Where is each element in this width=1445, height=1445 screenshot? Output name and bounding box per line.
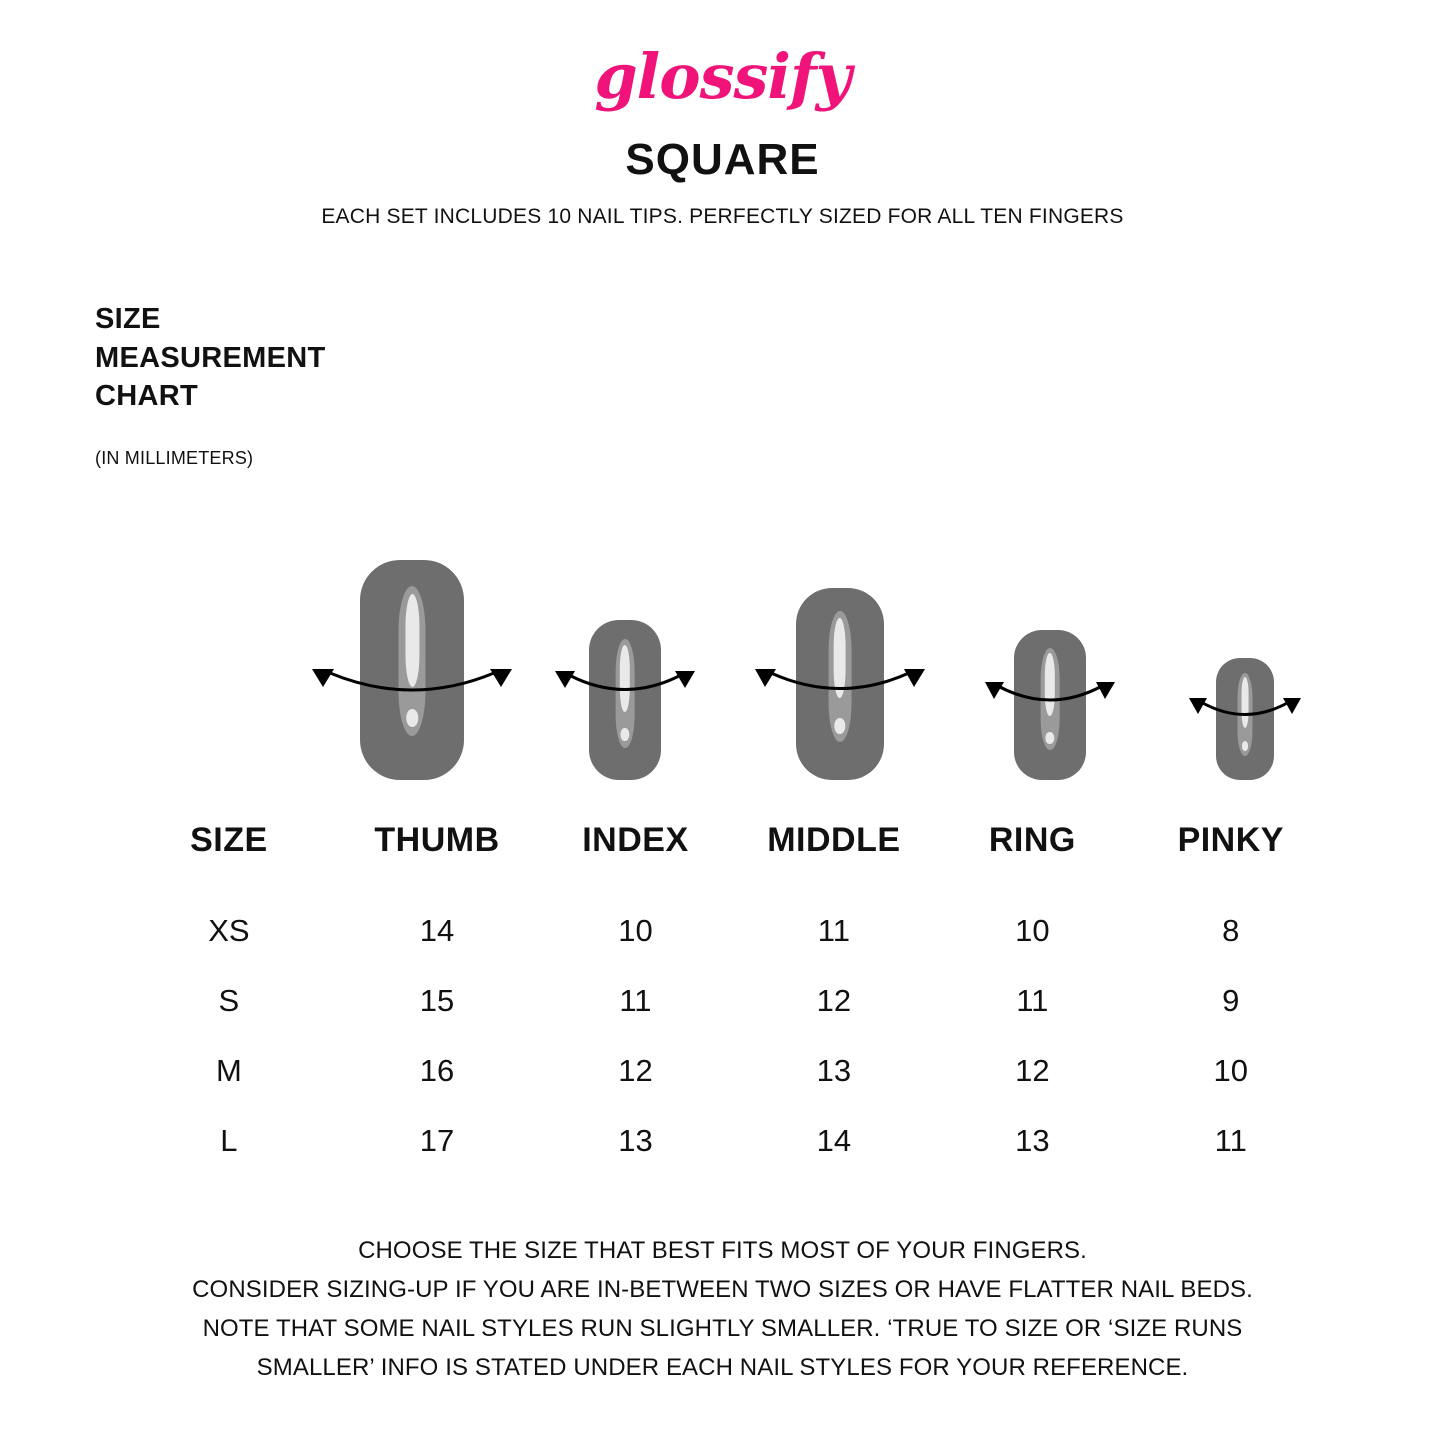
page-title: SQUARE bbox=[625, 135, 820, 184]
column-header-pinky: PINKY bbox=[1177, 821, 1284, 859]
cell-middle: 11 bbox=[817, 913, 850, 948]
table-row bbox=[120, 966, 1330, 1036]
cell-size: M bbox=[215, 1053, 242, 1088]
cell-middle: 12 bbox=[816, 983, 852, 1018]
cell-middle: 14 bbox=[816, 1123, 852, 1158]
cell-index: 11 bbox=[619, 983, 652, 1018]
cell-thumb: 15 bbox=[419, 983, 455, 1018]
chart-units-label: (IN MILLIMETERS) bbox=[95, 448, 254, 468]
width-measure-arrow-middle bbox=[755, 664, 925, 707]
column-header-size: SIZE bbox=[190, 821, 268, 859]
cell-ring: 12 bbox=[1015, 1053, 1050, 1088]
nail-gloss-dot-thumb bbox=[406, 709, 418, 727]
nail-gloss-dot-pinky bbox=[1242, 741, 1249, 751]
page-subtitle: EACH SET INCLUDES 10 NAIL TIPS. PERFECTLY SIZED FOR ALL TEN FINGERS bbox=[321, 205, 1124, 228]
cell-pinky: 10 bbox=[1213, 1053, 1249, 1088]
cell-index: 13 bbox=[618, 1123, 653, 1158]
nail-illustration-pinky bbox=[1155, 540, 1335, 780]
nail-illustrations bbox=[0, 540, 1445, 780]
nail-illustration-index bbox=[525, 540, 725, 780]
measure-arrow-svg-index bbox=[555, 666, 695, 702]
chart-heading-line-2: MEASUREMENT bbox=[95, 341, 326, 374]
column-header-thumb: THUMB bbox=[374, 821, 500, 859]
chart-heading-line-3: CHART bbox=[95, 380, 198, 413]
footer-line-2: CONSIDER SIZING-UP IF YOU ARE IN-BETWEEN TWO SIZES OR HAVE FLATTER NAIL BEDS. bbox=[192, 1275, 1253, 1303]
width-measure-arrow-pinky bbox=[1189, 693, 1301, 732]
cell-thumb: 14 bbox=[419, 913, 455, 948]
footer-line-4: SMALLER’ INFO IS STATED UNDER EACH NAIL STYLES FOR YOUR REFERENCE. bbox=[256, 1353, 1189, 1381]
table-row bbox=[120, 1036, 1330, 1106]
cell-size: S bbox=[218, 983, 240, 1018]
nail-illustration-ring bbox=[955, 540, 1145, 780]
column-header-index: INDEX bbox=[582, 821, 689, 859]
cell-thumb: 17 bbox=[419, 1123, 455, 1158]
cell-middle: 13 bbox=[816, 1053, 852, 1088]
nail-illustration-thumb bbox=[297, 540, 527, 780]
footer-note bbox=[0, 1232, 1445, 1388]
chart-heading-line-1: SIZE bbox=[95, 303, 161, 335]
cell-pinky: 8 bbox=[1222, 913, 1240, 948]
cell-size: L bbox=[220, 1123, 238, 1158]
nail-gloss-dot-ring bbox=[1046, 732, 1055, 744]
cell-ring: 11 bbox=[1016, 983, 1049, 1018]
table-row bbox=[120, 1106, 1330, 1176]
footer-line-3: NOTE THAT SOME NAIL STYLES RUN SLIGHTLY SMALLER. ‘TRUE TO SIZE OR ‘SIZE RUNS bbox=[202, 1314, 1243, 1342]
cell-size: XS bbox=[208, 913, 250, 948]
width-measure-arrow-thumb bbox=[312, 663, 512, 708]
width-measure-arrow-index bbox=[555, 666, 695, 707]
width-measure-arrow-ring bbox=[985, 677, 1115, 718]
cell-index: 10 bbox=[618, 913, 653, 948]
measure-arrow-svg-pinky bbox=[1189, 693, 1301, 727]
brand-logo: glossify bbox=[594, 40, 851, 113]
chart-heading bbox=[95, 300, 325, 416]
nail-gloss-dot-middle bbox=[835, 718, 846, 734]
size-measurement-table bbox=[120, 820, 1330, 1176]
cell-pinky: 9 bbox=[1222, 983, 1240, 1018]
table-row bbox=[120, 896, 1330, 966]
measure-arrow-svg-thumb bbox=[312, 663, 512, 703]
column-header-ring: RING bbox=[988, 821, 1076, 859]
cell-ring: 13 bbox=[1015, 1123, 1050, 1158]
measure-arrow-svg-middle bbox=[755, 664, 925, 702]
cell-thumb: 16 bbox=[419, 1053, 455, 1088]
nail-gloss-dot-index bbox=[621, 728, 630, 741]
footer-line-1: CHOOSE THE SIZE THAT BEST FITS MOST OF YOUR FINGERS. bbox=[358, 1237, 1087, 1264]
nail-gloss-thumb bbox=[398, 586, 425, 736]
column-header-middle: MIDDLE bbox=[767, 821, 901, 859]
cell-ring: 10 bbox=[1015, 913, 1050, 948]
cell-index: 12 bbox=[618, 1053, 653, 1088]
cell-pinky: 11 bbox=[1214, 1123, 1247, 1158]
table-header-row bbox=[120, 820, 1330, 896]
nail-illustration-middle bbox=[730, 540, 950, 780]
measure-arrow-svg-ring bbox=[985, 677, 1115, 713]
